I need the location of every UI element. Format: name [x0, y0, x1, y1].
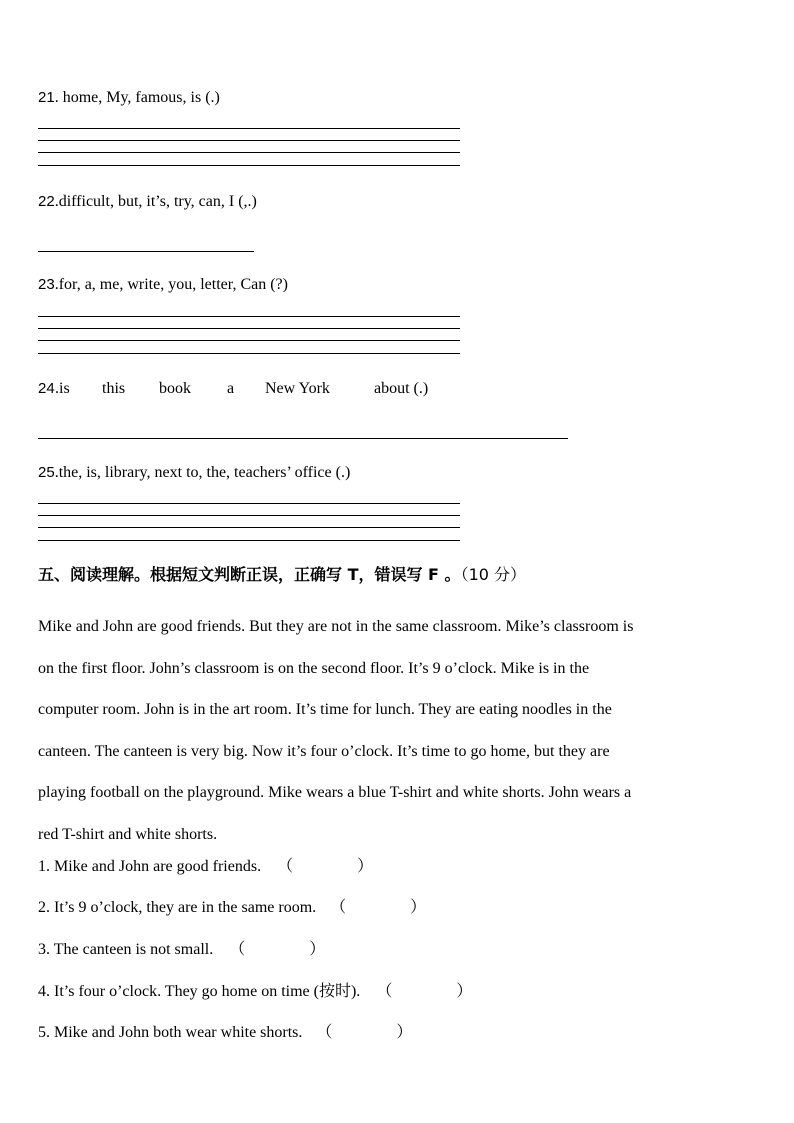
question-21	[38, 88, 220, 108]
answer-line[interactable]	[38, 128, 460, 129]
question-number: 22	[38, 193, 55, 210]
section-score: （10 分）	[460, 565, 527, 584]
question-text: .for, a, me, write, you, letter, Can (?)	[54, 276, 288, 293]
passage-line: canteen. The canteen is very big. Now it’s four o’clock. It’s time to go home, but they are	[38, 742, 610, 760]
statement-text: 2. It’s 9 o’clock, they are in the same room.	[38, 899, 317, 916]
scrambled-word: a	[227, 380, 235, 397]
scrambled-word: New York	[265, 380, 330, 397]
scrambled-word: .is	[55, 380, 70, 397]
question-text: . home, My, famous, is (.)	[54, 89, 220, 106]
statement-5	[38, 1023, 412, 1043]
scrambled-word: book	[159, 380, 191, 397]
question-24	[38, 379, 458, 399]
passage-line: red T-shirt and white shorts.	[38, 825, 218, 843]
passage-line: on the first floor. John’s classroom is on the second floor. It’s 9 o’clock. Mike is in the	[38, 659, 590, 677]
statement-3	[38, 940, 325, 960]
statement-text: 1. Mike and John are good friends.	[38, 858, 262, 875]
statement-text: 5. Mike and John both wear white shorts.	[38, 1024, 303, 1041]
answer-line[interactable]	[38, 540, 460, 541]
answer-line[interactable]	[38, 515, 460, 516]
statement-2	[38, 898, 426, 918]
answer-line[interactable]	[38, 328, 460, 329]
answer-blank[interactable]: （ ）	[277, 858, 374, 875]
answer-line[interactable]	[38, 340, 460, 341]
question-text: .difficult, but, it’s, try, can, I (,.)	[54, 193, 257, 210]
question-number: 21	[38, 89, 55, 106]
passage-line: Mike and John are good friends. But they are not in the same classroom. Mike’s classroom is	[38, 618, 634, 635]
question-number: 23	[38, 276, 55, 293]
answer-line[interactable]	[38, 503, 460, 504]
answer-line[interactable]	[38, 152, 460, 153]
answer-line[interactable]	[38, 251, 254, 252]
answer-line[interactable]	[38, 438, 568, 439]
statement-1	[38, 857, 373, 877]
answer-blank[interactable]: （ ）	[316, 1024, 413, 1041]
statement-text: 4. It’s four o’clock. They go home on time (按时).	[38, 983, 361, 1000]
answer-line[interactable]	[38, 165, 460, 166]
answer-line[interactable]	[38, 353, 460, 354]
reading-passage	[38, 606, 744, 856]
question-25	[38, 463, 350, 483]
question-text: .the, is, library, next to, the, teachers’ office (.)	[54, 464, 351, 481]
statement-text: 3. The canteen is not small.	[38, 941, 214, 958]
scrambled-word: about (.)	[374, 380, 429, 397]
answer-blank[interactable]: （ ）	[229, 941, 326, 958]
question-number: 25	[38, 464, 55, 481]
section-title: 五、阅读理解。根据短文判断正误，正确写 T，错误写 F 。	[38, 565, 461, 584]
section-heading	[38, 565, 526, 585]
answer-blank[interactable]: （ ）	[376, 983, 473, 1000]
answer-line[interactable]	[38, 527, 460, 528]
passage-line: playing football on the playground. Mike wears a blue T-shirt and white shorts. John wears a	[38, 784, 632, 802]
answer-line[interactable]	[38, 316, 460, 317]
question-23	[38, 275, 288, 295]
question-number: 24	[38, 380, 55, 397]
answer-blank[interactable]: （ ）	[330, 899, 427, 916]
scrambled-word: this	[102, 380, 126, 397]
statement-4	[38, 982, 472, 1002]
answer-line[interactable]	[38, 140, 460, 141]
question-22	[38, 192, 257, 212]
passage-line: computer room. John is in the art room. It’s time for lunch. They are eating noodles in the	[38, 701, 612, 719]
